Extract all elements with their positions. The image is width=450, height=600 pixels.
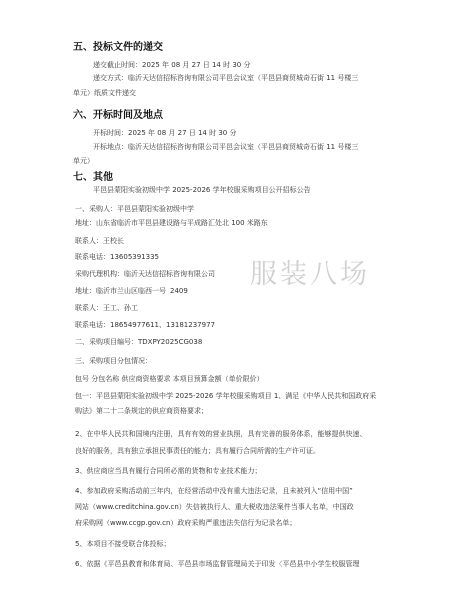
agency-phone: 联系电话：18654977611、13181237977	[75, 321, 215, 329]
package-one-line-2: 购法》第二十二条规定的供应商资格要求；	[75, 407, 208, 415]
purchaser-contact: 联系人：王校长	[75, 237, 124, 245]
requirement-2-line-1: 2、在中华人民共和国境内注册，具有有效的营业执照，具有完善的服务体系，能够提供快速、	[75, 430, 367, 438]
agency: 采购代理机构：临沂天达信招标咨询有限公司	[75, 270, 215, 278]
agency-address-tail: 2409	[170, 287, 188, 295]
section-7-heading: 七、其他	[73, 172, 113, 183]
agency-contact: 联系人：王工、孙工	[75, 304, 138, 312]
requirement-6: 6、依据《平邑县教育和体育局、平邑县市场监督管理局关于印发〈平邑县中小学生校服管理	[75, 560, 360, 568]
section-6-heading: 六、开标时间及地点	[73, 110, 163, 121]
opening-location: 开标地点：临沂天达信招标咨询有限公司平邑会议室（平邑县商贸城奇石街 11 号楼三	[93, 143, 359, 151]
project-packages: 三、采购项目分包情况：	[75, 357, 152, 365]
requirement-4-line-3: 府采购网（www.ccgp.gov.cn）政府采购严重违法失信行为记录名单；	[75, 519, 297, 527]
requirement-4-line-1: 4、参加政府采购活动前三年内，在经营活动中没有重大违法记录，且未被列入“信用中国”	[75, 487, 353, 495]
opening-time: 开标时间：2025 年 08 月 27 日 14 时 30 分	[93, 129, 237, 137]
package-one-line-1: 包一：平邑县蒙阳实验初级中学 2025-2026 学年校服采购项目 1、满足《中华人民共和国政府采	[75, 392, 377, 400]
requirement-2-line-2: 良好的服务，具有独立承担民事责任的能力；具有履行合同所需的生产许可证。	[75, 447, 320, 455]
requirement-5: 5、本项目不接受联合体投标；	[75, 540, 171, 548]
agency-address	[75, 287, 188, 296]
section-5-heading: 五、投标文件的递交	[73, 42, 163, 53]
submission-method: 递交方式：临沂天达信招标咨询有限公司平邑会议室（平邑县商贸城奇石街 11 号楼三	[93, 74, 359, 82]
purchaser: 一、采购人：平邑县蒙阳实验初级中学	[75, 205, 194, 213]
watermark-text: 服装八场	[250, 259, 370, 290]
submission-method-cont: 单元）纸质文件递交	[73, 89, 136, 97]
requirement-3: 3、供应商应当具有履行合同所必需的货物和专业技术能力；	[75, 467, 262, 475]
announcement-title: 平邑县蒙阳实验初级中学 2025-2026 学年校服采购项目公开招标公告	[93, 186, 311, 194]
project-number: 二、采购项目编号：TDXPY2025CG038	[75, 338, 203, 346]
purchaser-address: 地址：山东省临沂市平邑县建设路与平成路汇处北 100 米路东	[75, 219, 268, 227]
submission-deadline: 递交截止时间：2025 年 08 月 27 日 14 时 30 分	[93, 61, 251, 69]
package-table-header: 包号 分包名称 供应商资格要求 本项目预算金额（单价限价）	[75, 375, 264, 383]
opening-location-cont: 单元）	[73, 157, 94, 165]
agency-address-text: 地址：临沂市兰山区临西一号	[75, 287, 166, 295]
requirement-4-line-2: 网站（www.creditchina.gov.cn）失信被执行人、重大税收违法案件当事人名单，中国政	[75, 503, 354, 511]
purchaser-phone: 联系电话：13605391335	[75, 253, 159, 261]
